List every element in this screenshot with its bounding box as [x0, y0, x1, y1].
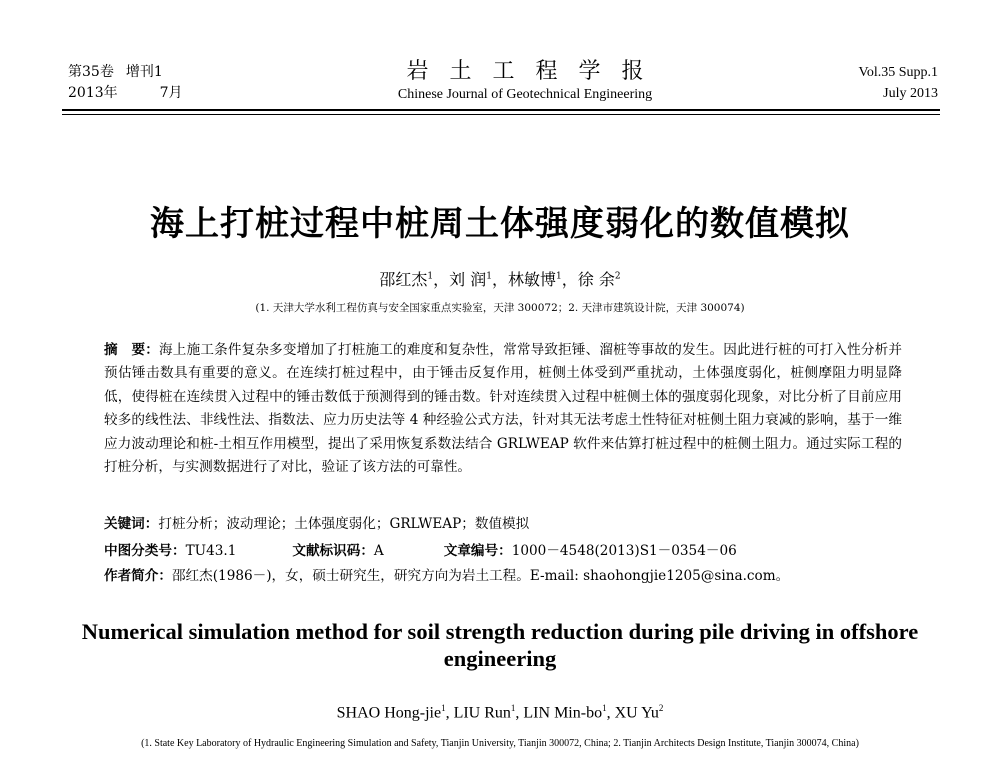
journal-name-en: Chinese Journal of Geotechnical Engineering [397, 87, 653, 102]
article-title-en: Numerical simulation method for soil strength reduction during pile driving in offshore engineering [81, 619, 919, 671]
doc-code-label: 文献标识码： [292, 543, 374, 559]
clc-label: 中图分类号： [104, 543, 186, 559]
cn-author-name: 林敏博 [508, 270, 557, 289]
affiliation-cn: (1. 天津大学水利工程仿真与安全国家重点实验室，天津 300072；2. 天津市建筑设计院，天津 300074) [255, 302, 745, 314]
bio-label: 作者简介： [104, 568, 172, 584]
en-author-affiliation-mark: 1 [441, 703, 446, 713]
cn-author-name: 邵红杰 [379, 270, 428, 289]
keywords-cn [104, 514, 529, 534]
cn-author-affiliation-mark: 1 [486, 271, 492, 282]
issue-cn: 增刊1 [125, 64, 163, 80]
cn-author-separator: ， [491, 270, 508, 289]
cn-author-affiliation-mark: 1 [427, 271, 434, 282]
en-author-separator: , [515, 704, 524, 722]
date-en: July 2013 [883, 86, 938, 101]
journal-volume-en [859, 62, 938, 104]
cn-author-separator: ， [433, 270, 450, 289]
volume-cn: 第35卷 [68, 64, 114, 80]
article-no-value: 1000－4548(2013)S1－0354－06 [511, 543, 737, 559]
clc-value: TU43.1 [185, 543, 237, 559]
journal-name-cn: 岩土工程学报 [406, 59, 665, 84]
doc-code-value: A [373, 543, 384, 559]
header-rule-thin [62, 114, 940, 115]
en-author-name: XU Yu [614, 704, 659, 722]
month-cn: 7月 [159, 85, 183, 101]
en-author-separator: , [606, 704, 615, 722]
en-author-name: LIU Run [453, 704, 511, 722]
keywords-label: 关键词： [104, 516, 159, 532]
affiliation-en: (1. State Key Laboratory of Hydraulic Engineering Simulation and Safety, Tianjin University, Tianjin 300072, China; 2. Tianjin Architects Design Institute, Tianjin 300074, China) [141, 738, 859, 749]
abstract-label: 摘 要： [104, 342, 160, 358]
author-bio [104, 566, 789, 586]
author-list-en [0, 703, 1000, 722]
cn-author-affiliation-mark: 1 [556, 271, 562, 282]
en-author-affiliation-mark: 1 [510, 703, 516, 713]
en-author-affiliation-mark: 1 [602, 703, 607, 713]
en-author-separator: , [445, 704, 454, 722]
cn-author-affiliation-mark: 2 [614, 271, 621, 282]
header-rule-thick [62, 109, 940, 111]
abstract-cn [104, 339, 902, 479]
en-author-name: SHAO Hong-jie [336, 704, 442, 722]
article-title-cn: 海上打桩过程中桩周土体强度弱化的数值模拟 [150, 204, 850, 244]
abstract-text: 海上施工条件复杂多变增加了打桩施工的难度和复杂性，常常导致拒锤、溜桩等事故的发生。因此进行桩的可打入性分析并预估锤击数具有重要的意义。在连续打桩过程中，由于锤击反复作用，桩侧土体受到严重扰动，土体强度弱化，桩侧摩阻力明显降低，使得桩在连续贯入过程中的锤击数低于预测得到的锤击数。针对连续贯入过程中桩侧土体的强度弱化现象，对比分析了目前应用较多的线性法、非线性法、指数法、应力历史法等 4 种经验公式方法，针对其无法考虑土性特征对桩侧土阻力衰减的影响，基于一维应力波动理论和桩-土相互作用模型，提出了采用恢复系数法结合 GRLWEAP 软件来估算打桩过程中的桩侧土阻力。通过实际工程的打桩分析，与实测数据进行了对比，验证了该方法的可靠性。 [104, 342, 902, 476]
author-list-cn [0, 267, 1000, 290]
journal-title-block [340, 58, 710, 104]
cn-author-name: 刘 润 [449, 270, 487, 289]
journal-issue-info [68, 62, 183, 104]
classification-line [104, 541, 737, 561]
cn-author-name: 徐 余 [577, 270, 615, 289]
keywords-text: 打桩分析；波动理论；土体强度弱化；GRLWEAP；数值模拟 [158, 516, 530, 532]
year-cn: 2013年 [68, 85, 118, 101]
cn-author-separator: ， [561, 270, 578, 289]
en-author-affiliation-mark: 2 [658, 703, 664, 713]
volume-en: Vol.35 Supp.1 [858, 65, 938, 80]
article-no-label: 文章编号： [443, 543, 512, 559]
en-author-name: LIN Min-bo [523, 704, 603, 722]
bio-text: 邵红杰(1986－)，女，硕士研究生，研究方向为岩土工程。E-mail: shaohongjie1205@sina.com。 [171, 568, 790, 584]
